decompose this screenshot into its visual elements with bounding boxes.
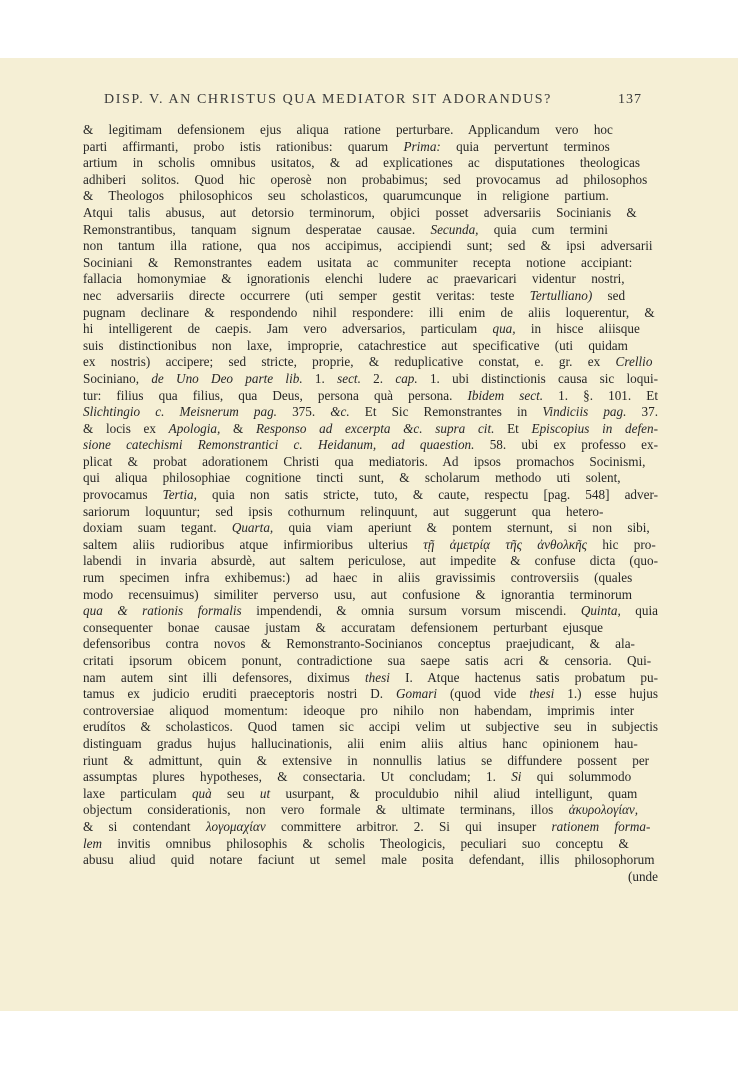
text-line: assumptas plures hypotheses, & consectaria. Ut concludam; 1. Si qui solummodo	[83, 769, 632, 785]
text-line: abusu aliud quid notare faciunt ut semel male posita defendant, illis philosophorum	[83, 852, 655, 868]
italic-text: thesi	[365, 669, 390, 685]
text-line: labendi in invaria absurdè, aut saltem periculose, aut impedite & confuse dicta (quo-	[83, 553, 658, 569]
text-line: ex nostris) accipere; sed stricte, proprie, & reduplicative constat, e. gr. ex Crellio	[83, 354, 653, 370]
text-line: critati ipsorum obicem ponunt, contradictione sua saepe satis acri & censoria. Qui-	[83, 653, 652, 668]
text-line: saltem aliis rudioribus atque infirmioribus ulterius τῇ ἀμετρίᾳ τῆς ἀνθολκῆς hic pro-	[83, 536, 656, 552]
text-line: laxe particulam quà seu ut usurpant, & proculdubio nihil aliud intelligunt, quam	[83, 785, 638, 801]
text-line: adhiberi solitos. Quod hic operosè non probabimus; sed provocamus ad philosophos	[83, 171, 648, 187]
running-title: DISP. V. AN CHRISTUS QUA MEDIATOR SIT ADORANDUS?	[104, 92, 552, 107]
text-line: tamus ex judicio eruditi praeceptoris nostri D. Gomari (quod vide thesi 1.) esse hujus	[83, 686, 658, 702]
italic-text: thesi	[529, 686, 555, 702]
text-line: & si contendant λογομαχίαν committere arbitror. 2. Si qui insuper rationem forma-	[83, 818, 651, 834]
text-line: consequenter bonae causae justam & accuratam defensionem perturbant ejusque	[83, 619, 604, 635]
italic-text: Quinta,	[580, 603, 621, 619]
italic-text: τῇ ἀμετρίᾳ τῆς ἀνθολκῆς	[423, 536, 588, 552]
text-line: rum specimen infra exhibemus:) ad haec in aliis gravissimis controversiis (quales	[83, 570, 633, 586]
text-line: Sociniani & Remonstrantes eadem usitata ac communiter recepta notione accipiant:	[83, 254, 633, 270]
book-page	[0, 58, 738, 1011]
text-line: defensoribus contra novos & Remonstranto-Socinianos conceptus praejudicant, & ala-	[83, 636, 635, 652]
italic-text: lem	[83, 835, 103, 851]
text-line: nec adversariis directe occurrere (uti semper gestit veritas: teste Tertulliano) sed	[83, 287, 626, 303]
italic-text: ἀκυρολογίαν,	[568, 802, 639, 818]
italic-text: Si	[511, 769, 522, 785]
text-line: modo recensuimus) similiter perverso usu, aut confusione & ignorantia terminorum	[83, 586, 632, 602]
text-line: distinguam gradus hujus hallucinationis, alii enim aliis altius hanc opinionem hau-	[83, 735, 638, 751]
text-line: & locis ex Apologia, & Responso ad excerpta &c. supra cit. Et Episcopius in defen-	[83, 420, 658, 436]
italic-text: Gomari	[395, 686, 438, 702]
page-number: 137	[618, 92, 642, 107]
text-line: artium in scholis omnibus usitatos, & ad explicationes ac disputationes theologicas	[83, 155, 640, 171]
text-line: sione catechismi Remonstrantici c. Heidanum, ad quaestion. 58. ubi ex professo ex-	[83, 437, 658, 453]
italic-text: Ibidem sect.	[467, 387, 544, 403]
text-line: doxiam suam tegant. Quarta, quia viam aperiunt & pontem sternunt, si non sibi,	[83, 520, 650, 536]
text-line: plicat & probat adorationem Christi qua mediatoris. Ad ipsos promachos Socinismi,	[83, 453, 646, 469]
italic-text: cap.	[395, 370, 418, 386]
italic-text: Tertulliano)	[529, 287, 593, 303]
italic-text: rationem forma-	[551, 818, 651, 834]
text-line: nam autem sint illi defensores, diximus thesi I. Atque hactenus satis probatum pu-	[83, 669, 658, 685]
italic-text: qua,	[492, 321, 516, 337]
italic-text: Crellio	[615, 354, 653, 370]
italic-text: Episcopius in defen-	[531, 420, 658, 436]
text-line: riunt & admittunt, quin & extensive in nonnullis latius se diffundere possent per	[83, 752, 650, 768]
text-line: suis distinctionibus non laxe, improprie, catachrestice aut specificative (uti quidam	[83, 337, 628, 353]
body-text	[83, 122, 658, 885]
text-line: & Theologos philosophicos seu scholasticos, quarumcunque in religione partium.	[83, 188, 609, 204]
italic-text: quà	[191, 785, 212, 801]
italic-text: Secunda,	[430, 221, 479, 237]
italic-text: de Uno Deo parte lib.	[151, 370, 303, 386]
italic-text: Quarta,	[231, 520, 274, 536]
text-line: & legitimam defensionem ejus aliqua ratione perturbare. Applicandum vero hoc	[83, 122, 613, 137]
text-line: provocamus Tertia, quia non satis stricte, tuto, & caute, respectu [pag. 548] adver-	[83, 487, 658, 503]
text-line: qua & rationis formalis impendendi, & omnia sursum vorsum miscendi. Quinta, quia	[83, 603, 658, 619]
italic-text: λογομαχίαν	[205, 818, 266, 834]
text-line: parti affirmanti, probo istis rationibus: quarum Prima: quia pervertunt terminos	[83, 138, 610, 154]
text-line: (unde	[627, 868, 658, 884]
italic-text: &c.	[330, 404, 350, 420]
italic-text: qua & rationis formalis	[83, 603, 242, 619]
text-line: non tantum illa ratione, qua nos accipimus, accipiendi sunt; sed & ipsi adversarii	[83, 238, 653, 254]
text-line: Slichtingio c. Meisnerum pag. 375. &c. Et Sic Remonstrantes in Vindiciis pag. 37.	[83, 404, 658, 420]
text-line: qui aliqua philosophiae cognitione tincti sunt, & scholarum methodo uti solent,	[83, 470, 621, 486]
italic-text: Apologia,	[168, 420, 221, 436]
text-line: pugnam declinare & respondendo nihil respondere: illi enim de aliis loquerentur, &	[83, 304, 655, 320]
text-line: lem invitis omnibus philosophis & scholis Theologicis, peculiari suo conceptu &	[83, 835, 629, 851]
text-line: hi intelligerent de caepis. Jam vero adversarios, particulam qua, in hisce aliisque	[83, 321, 640, 337]
italic-text: Vindiciis pag.	[542, 404, 627, 420]
italic-text: sione catechismi Remonstrantici c. Heidanum, ad quaestion.	[83, 437, 475, 453]
italic-text: Responso ad excerpta &c. supra cit.	[255, 420, 495, 436]
text-line: fallacia homonymiae & ignorationis elenchi ludere ac praevaricari videntur nostri,	[83, 271, 625, 287]
text-line: Atqui talis abusus, aut detorsio terminorum, objici posset adversariis Socinianis &	[83, 204, 637, 220]
italic-text: Tertia,	[162, 487, 197, 503]
text-line: Remonstrantibus, tanquam signum desperatae causae. Secunda, quia cum termini	[83, 221, 608, 237]
text-line: sariorum loquuntur; sed ipsis cothurnum relinquunt, aut suggerunt qua hetero-	[83, 503, 604, 519]
italic-text: Prima:	[403, 138, 441, 154]
italic-text: ut	[259, 785, 271, 801]
text-line: Sociniano, de Uno Deo parte lib. 1. sect. 2. cap. 1. ubi distinctionis causa sic loqui-	[83, 370, 659, 386]
text-line: tur: filius qua filius, qua Deus, persona quà persona. Ibidem sect. 1. §. 101. Et	[83, 387, 658, 403]
italic-text: sect.	[337, 370, 361, 386]
text-line: erudítos & scholasticos. Quod tamen sic accipi velim ut subjective seu in subjectis	[83, 719, 658, 735]
text-line: controversiae aliquod momentum: ideoque pro nihilo non habendam, imprimis inter	[83, 702, 635, 718]
italic-text: Slichtingio c. Meisnerum pag.	[83, 404, 277, 420]
text-line: objectum considerationis, non vero formale & ultimate terminans, illos ἀκυρολογίαν,	[83, 802, 639, 818]
